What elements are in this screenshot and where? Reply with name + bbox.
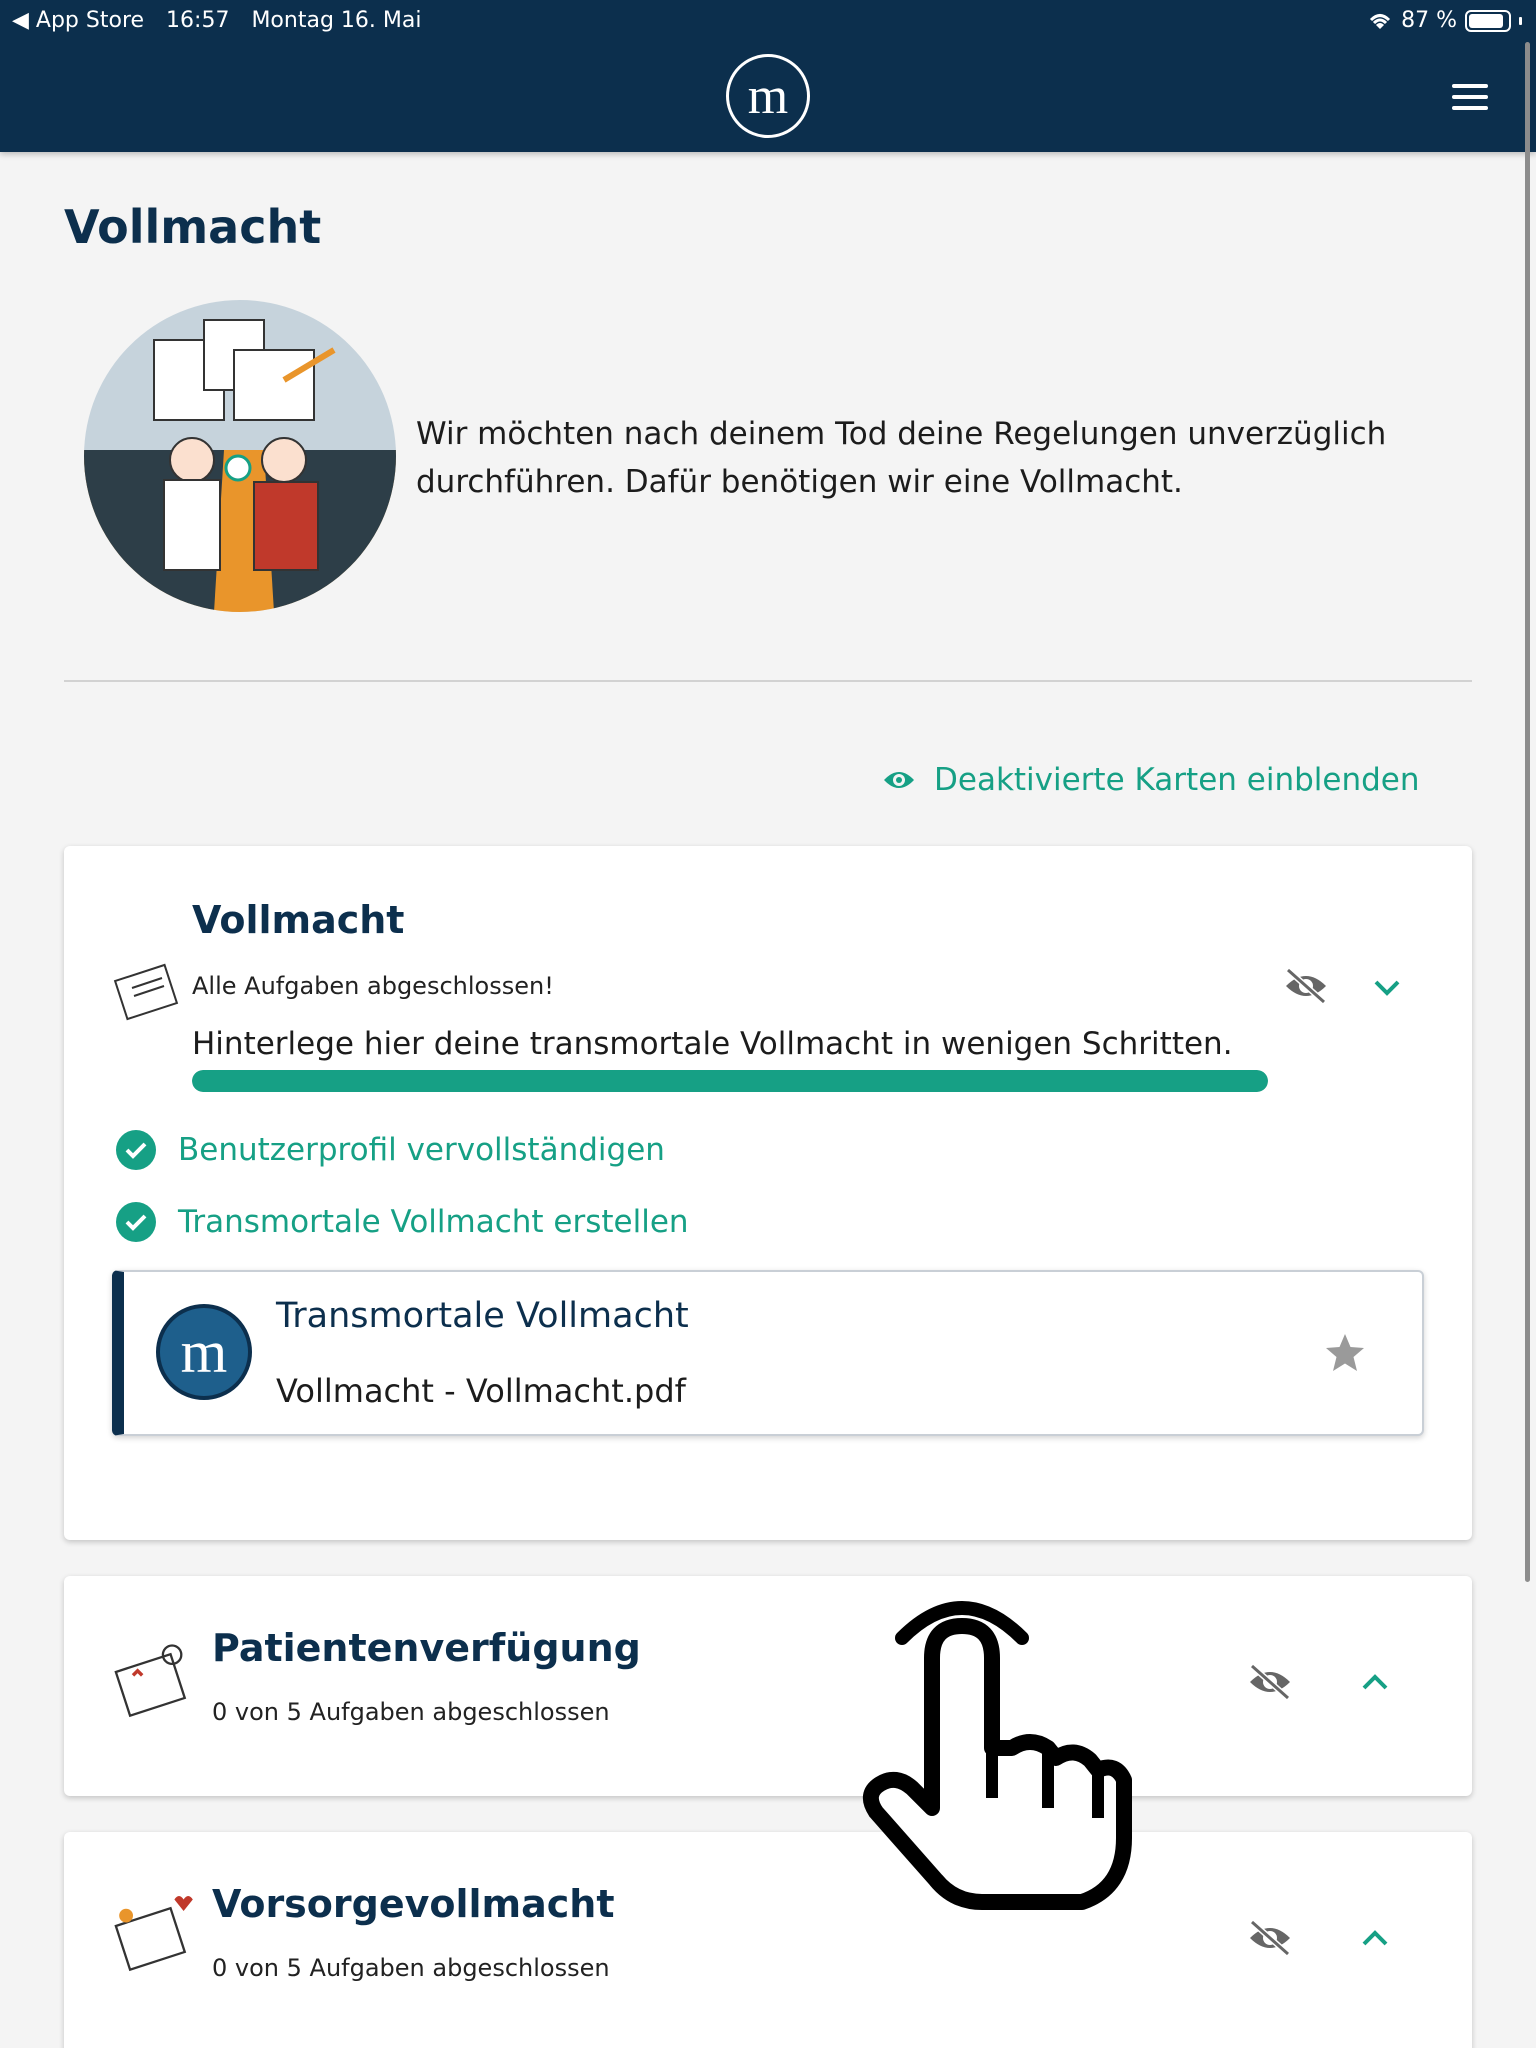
show-hidden-cards-link[interactable] [882,762,1420,798]
card-title: Patientenverfügung [212,1626,641,1670]
back-to-app-store-link[interactable]: ◀ App Store [12,8,145,33]
back-app-label: App Store [35,8,145,33]
status-bar [12,4,1522,36]
task-item[interactable] [116,1130,665,1170]
app-header [0,0,1536,152]
card-status: 0 von 5 Aufgaben abgeschlossen [212,1698,610,1726]
check-circle-icon [116,1130,156,1170]
card-vorsorgevollmacht[interactable] [64,1832,1472,2048]
logo-letter: m [747,67,789,125]
status-time: 16:57 [166,8,230,33]
app-logo[interactable] [726,54,810,138]
progress-fill [192,1070,1268,1092]
task-label: Transmortale Vollmacht erstellen [178,1204,689,1240]
document-avatar: m [156,1304,252,1400]
chevron-up-icon[interactable] [1360,1928,1390,1948]
check-circle-icon [116,1202,156,1242]
progress-bar [192,1070,1268,1092]
document-title: Transmortale Vollmacht [276,1296,689,1336]
card-title: Vorsorgevollmacht [212,1882,615,1926]
document-file-name[interactable]: Vollmacht - Vollmacht.pdf [276,1372,686,1410]
page-title: Vollmacht [64,200,322,254]
hamburger-menu-icon[interactable] [1452,84,1488,110]
card-status: Alle Aufgaben abgeschlossen! [192,972,554,1000]
battery-icon [1465,10,1511,32]
task-item[interactable] [116,1202,689,1242]
eye-off-icon[interactable] [1246,1662,1294,1702]
care-document-icon [110,1888,202,1980]
medical-document-icon [110,1634,202,1726]
card-title: Vollmacht [192,898,405,942]
scrollbar[interactable] [1525,42,1530,1582]
card-patientenverfuegung[interactable] [64,1576,1472,1796]
card-description: Hinterlege hier deine transmortale Vollmacht in wenigen Schritten. [192,1026,1233,1062]
tap-hand-icon [862,1598,1132,1910]
chevron-up-icon[interactable] [1360,1672,1390,1692]
eye-off-icon[interactable] [1246,1918,1294,1958]
intro-text: Wir möchten nach deinem Tod deine Regelungen unverzüglich durchführen. Dafür benötigen wir eine Vollmacht. [416,416,1387,500]
document-icon [110,952,190,1032]
eye-off-icon[interactable] [1282,966,1330,1006]
wifi-icon [1367,11,1393,31]
task-label: Benutzerprofil vervollständigen [178,1132,665,1168]
status-date: Montag 16. Mai [251,8,422,33]
card-status: 0 von 5 Aufgaben abgeschlossen [212,1954,610,1982]
document-card[interactable] [112,1270,1424,1436]
handshake-illustration [84,300,396,612]
show-hidden-cards-label: Deaktivierte Karten einblenden [934,762,1420,798]
eye-icon [882,768,916,792]
chevron-down-icon[interactable] [1372,978,1402,998]
battery-percent: 87 % [1401,8,1457,33]
divider [64,680,1472,682]
star-icon[interactable] [1324,1332,1366,1374]
